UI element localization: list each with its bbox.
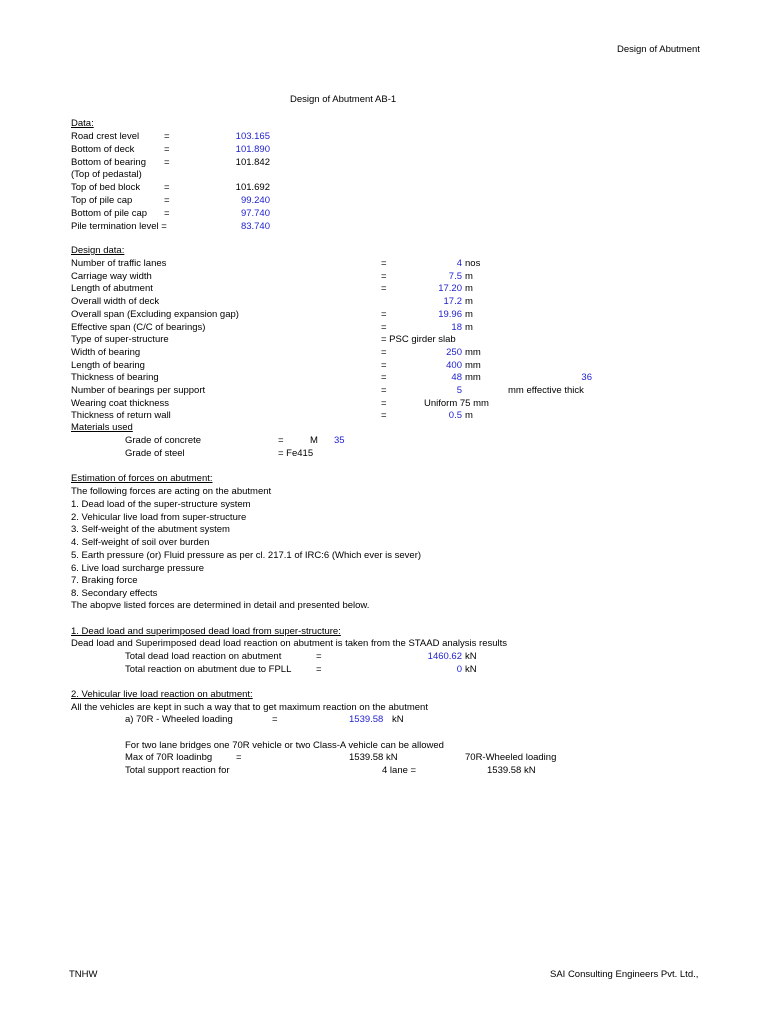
data-row-value: 83.740: [240, 220, 270, 232]
estimation-item: 7. Braking force: [71, 575, 138, 587]
design-row-label: Number of traffic lanes: [71, 258, 167, 269]
live-load-text: All the vehicles are kept in such a way that to get maximum reaction on the abutment: [71, 702, 428, 713]
dead-load-row1-unit: kN: [465, 651, 477, 662]
estimation-item: 5. Earth pressure (or) Fluid pressure as per cl. 217.1 of IRC:6 (Which ever is sever): [71, 549, 422, 561]
wheeled-eq: =: [272, 714, 278, 725]
concrete-prefix: M: [310, 435, 318, 446]
design-row-eq: =: [381, 346, 387, 358]
footer-left: TNHW: [69, 969, 98, 980]
design-row-value: 17.20: [438, 283, 462, 295]
design-row-unit: m: [465, 308, 473, 320]
max-70r-type: 70R-Wheeled loading: [465, 752, 557, 763]
data-row-label: Top of bed block: [71, 182, 141, 194]
design-row-eq: =: [381, 283, 387, 295]
concrete-eq: =: [278, 435, 284, 446]
estimation-outro: The abopve listed forces are determined in detail and presented below.: [71, 600, 370, 611]
data-row-eq: =: [164, 182, 170, 194]
data-row-value: 97.740: [240, 207, 270, 219]
data-row-value: 101.842: [235, 156, 270, 168]
estimation-item: 1. Dead load of the super-structure system: [71, 499, 251, 510]
max-70r-label: Max of 70R loadinbg: [125, 752, 213, 763]
design-row-unit: m: [465, 321, 473, 333]
design-row-label: Type of super-structure: [71, 334, 169, 346]
concrete-value: 35: [334, 435, 345, 446]
data-row-label: (Top of pedastal): [71, 169, 142, 181]
design-row-value: 4: [456, 258, 462, 269]
data-row-label: Pile termination level =: [71, 220, 167, 232]
dead-load-text: Dead load and Superimposed dead load reaction on abutment is taken from the STAAD analysis results: [71, 638, 508, 649]
design-row-value: 0.5: [448, 410, 462, 422]
data-row-eq: =: [164, 156, 170, 168]
design-row-eq: =: [381, 385, 387, 396]
max-70r-eq: =: [236, 752, 242, 763]
concrete-label: Grade of concrete: [125, 435, 202, 446]
design-row-unit: nos: [465, 258, 481, 269]
design-row-label: Wearing coat thickness: [71, 397, 170, 409]
running-header: Design of Abutment: [617, 44, 700, 55]
design-row-note: mm effective thick: [508, 385, 584, 396]
dead-load-row2-label: Total reaction on abutment due to FPLL: [125, 664, 292, 675]
design-row-value: 48: [451, 372, 462, 384]
design-row-value: 18: [451, 321, 462, 333]
design-row-value: 400: [446, 359, 462, 371]
data-row-value: 101.692: [235, 182, 270, 194]
footer-right: SAI Consulting Engineers Pvt. Ltd.,: [550, 969, 699, 980]
design-row-label: Overall width of deck: [71, 296, 160, 308]
design-row-eq: =: [381, 258, 387, 269]
design-row-eq: =: [381, 308, 387, 320]
total-support-lanes: 4 lane =: [382, 765, 417, 776]
data-row-value: 99.240: [240, 195, 270, 206]
design-row-unit: mm: [465, 346, 481, 358]
dead-load-heading: 1. Dead load and superimposed dead load from super-structure:: [71, 626, 341, 637]
data-row-label: Bottom of pile cap: [71, 207, 148, 219]
design-row-label: Length of abutment: [71, 283, 153, 295]
design-row-unit: m: [465, 283, 473, 295]
estimation-item: 2. Vehicular live load from super-structure: [71, 511, 247, 523]
design-row-value: Uniform 75 mm: [424, 397, 489, 409]
design-row-label: Width of bearing: [71, 346, 141, 358]
wheeled-unit: kN: [392, 714, 404, 725]
data-row-label: Road crest level: [71, 131, 140, 142]
design-row-eq: =: [381, 410, 387, 422]
design-row-eq: =: [381, 321, 387, 333]
data-row-eq: =: [164, 131, 170, 142]
design-row-label: Effective span (C/C of bearings): [71, 321, 206, 333]
dead-load-row1-eq: =: [316, 651, 322, 662]
data-row-eq: =: [164, 207, 170, 219]
design-row-label: Carriage way width: [71, 270, 152, 282]
total-support-value: 1539.58 kN: [487, 765, 536, 776]
design-row-unit: m: [465, 270, 473, 282]
estimation-intro: The following forces are acting on the abutment: [71, 486, 272, 497]
estimation-item: 4. Self-weight of soil over burden: [71, 537, 210, 549]
design-row-eq: = PSC girder slab: [381, 334, 456, 346]
estimation-item: 3. Self-weight of the abutment system: [71, 524, 230, 536]
design-row-eq: =: [381, 372, 387, 384]
dead-load-row1-value: 1460.62: [427, 651, 462, 662]
design-row-unit: mm: [465, 359, 481, 371]
design-row-value: 7.5: [448, 270, 462, 282]
data-row-label: Bottom of bearing: [71, 156, 146, 168]
estimation-item: 8. Secondary effects: [71, 587, 158, 599]
live-load-heading: 2. Vehicular live load reaction on abutment:: [71, 689, 253, 700]
estimation-item: 6. Live load surcharge pressure: [71, 562, 205, 574]
max-70r-value: 1539.58 kN: [349, 752, 398, 763]
design-row-value: 250: [446, 346, 462, 358]
design-row-unit: m: [465, 410, 473, 422]
design-row-eq: =: [381, 397, 387, 409]
materials-heading: Materials used: [71, 422, 133, 433]
dead-load-row2-unit: kN: [465, 664, 477, 675]
dead-load-row2-value: 0: [456, 664, 462, 675]
data-row-value: 101.890: [235, 143, 270, 155]
design-row-label: Number of bearings per support: [71, 385, 206, 396]
page-title: Design of Abutment AB-1: [290, 94, 397, 105]
design-row-value: 19.96: [438, 308, 462, 320]
design-row-unit: m: [465, 296, 473, 308]
data-row-label: Top of pile cap: [71, 195, 133, 206]
total-support-label: Total support reaction for: [125, 765, 230, 776]
wheeled-label: a) 70R - Wheeled loading: [125, 714, 233, 725]
steel-value: = Fe415: [278, 448, 314, 459]
design-row-value: 17.2: [443, 296, 462, 308]
design-row-label: Thickness of return wall: [71, 410, 171, 422]
design-data-heading: Design data:: [71, 245, 125, 256]
estimation-heading: Estimation of forces on abutment:: [71, 473, 213, 484]
design-row-value: 5: [456, 385, 462, 396]
design-row-extra: 36: [581, 372, 592, 384]
dead-load-row2-eq: =: [316, 664, 322, 675]
wheeled-value: 1539.58: [349, 714, 384, 725]
design-row-eq: =: [381, 359, 387, 371]
design-row-label: Overall span (Excluding expansion gap): [71, 308, 239, 320]
design-row-label: Thickness of bearing: [71, 372, 159, 384]
data-row-label: Bottom of deck: [71, 143, 135, 155]
data-heading: Data:: [71, 118, 94, 129]
data-row-eq: =: [164, 143, 170, 155]
design-row-unit: mm: [465, 372, 481, 384]
data-row-eq: =: [164, 195, 170, 206]
design-row-label: Length of bearing: [71, 359, 145, 371]
steel-label: Grade of steel: [125, 448, 185, 459]
dead-load-row1-label: Total dead load reaction on abutment: [125, 651, 282, 662]
design-row-eq: =: [381, 270, 387, 282]
two-lane-note: For two lane bridges one 70R vehicle or two Class-A vehicle can be allowed: [125, 740, 444, 751]
data-row-value: 103.165: [235, 131, 270, 142]
